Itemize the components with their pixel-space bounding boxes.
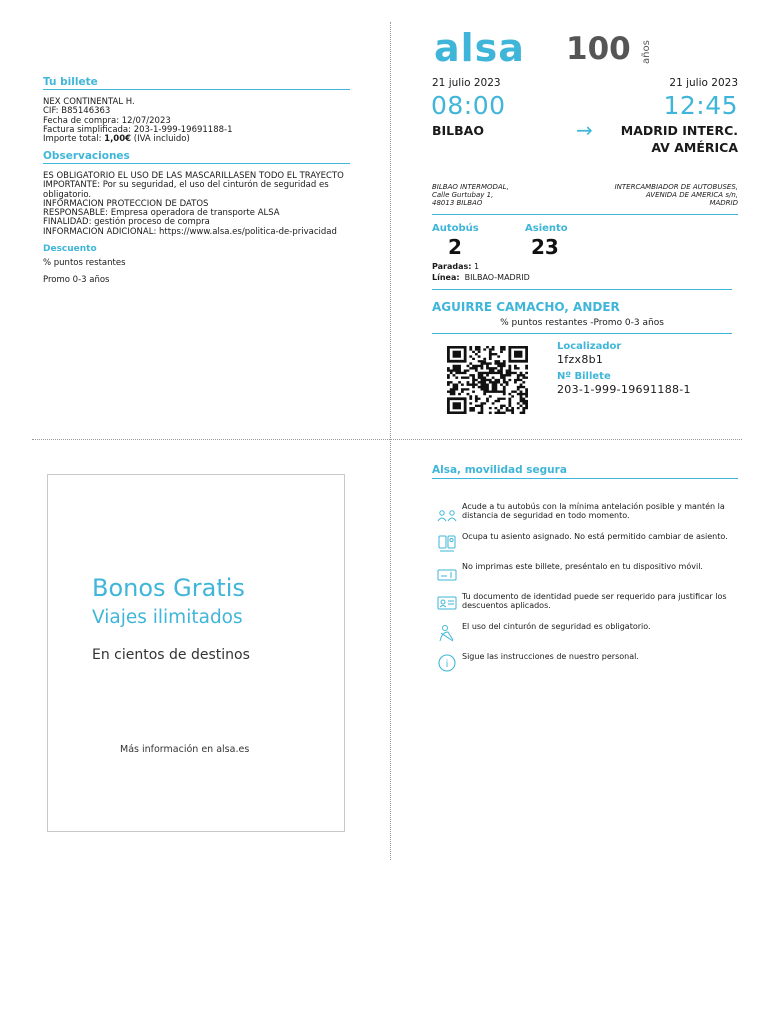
stops-label: Paradas:: [432, 262, 472, 271]
observation-line: ES OBLIGATORIO EL USO DE LAS MASCARILLASEN TODO EL TRAYECTO: [43, 171, 344, 181]
seat-icon: [436, 533, 458, 553]
safety-title: Alsa, movilidad segura: [432, 464, 567, 476]
ticket-info-title: Tu billete: [43, 76, 98, 88]
safety-item-1: Acude a tu autobús con la mínima antelación posible y mantén la distancia de seguridad en todo momento.: [462, 502, 725, 521]
id-card-icon: [436, 594, 458, 612]
info-icon: [436, 653, 458, 673]
arrow-right-icon: →: [576, 118, 593, 142]
origin-time: 08:00: [431, 91, 506, 120]
ticket-total: [43, 135, 363, 144]
observation-line: IMPORTANTE: Por su seguridad, el uso del cinturón de seguridad es: [43, 180, 329, 191]
origin-address-line: 48013 BILBAO: [432, 199, 483, 208]
ticket-info-rule: [43, 89, 350, 90]
ticket-icon: [436, 566, 458, 584]
ticket-info-line: CIF: B85146363: [43, 106, 111, 117]
ticket-total-value: 1,00€: [104, 134, 132, 145]
logo-100: 100: [566, 31, 631, 67]
promo-destinations: En cientos de destinos: [92, 647, 250, 663]
svg-text:i: i: [445, 659, 449, 670]
promo-subtitle: Viajes ilimitados: [92, 607, 243, 628]
observation-line: FINALIDAD: gestión proceso de compra: [43, 217, 210, 228]
seat-label: Asiento: [525, 223, 568, 234]
stops-row: [432, 262, 479, 271]
fold-line-vertical: [390, 22, 391, 860]
observation-line: obligatorio.: [43, 189, 92, 200]
passenger-fare: % puntos restantes -Promo 0-3 años: [500, 318, 664, 328]
trip-rule: [432, 214, 738, 215]
stops-value: 1: [471, 262, 480, 271]
dest-city-line-2: AV AMÉRICA: [651, 140, 738, 155]
safety-item-4: Tu documento de identidad puede ser requerido para justificar los descuentos aplicados.: [462, 592, 727, 611]
dest-city: [621, 122, 738, 156]
passenger-name: AGUIRRE CAMACHO, ANDER: [432, 300, 620, 314]
ticket-info-block: [43, 98, 363, 144]
alsa-logo: alsa: [434, 26, 525, 70]
bus-value: 2: [448, 235, 462, 259]
origin-date: 21 julio 2023: [432, 77, 501, 89]
observations-title: Observaciones: [43, 150, 130, 162]
line-row: [432, 273, 530, 282]
dest-city-line-1: MADRID INTERC.: [620, 123, 738, 138]
ticket-number-value: 203-1-999-19691188-1: [557, 383, 691, 396]
observation-line: INFORMACION ADICIONAL: https://www.alsa.es/politica-de-privacidad: [43, 226, 337, 237]
dest-address-line: AVENIDA DE AMERICA s/n,: [645, 191, 738, 200]
safety-item-6: Sigue las instrucciones de nuestro personal.: [462, 652, 639, 661]
ticket-total-label: Importe total:: [43, 134, 105, 145]
observation-line: RESPONSABLE: Empresa operadora de transporte ALSA: [43, 208, 280, 219]
seat-rule: [432, 289, 732, 290]
ticket-info-line: Factura simplificada: 203-1-999-19691188-1: [43, 124, 233, 135]
safety-item-2: Ocupa tu asiento asignado. No está permitido cambiar de asiento.: [462, 532, 728, 541]
ticket-number-label: Nº Billete: [557, 371, 611, 382]
origin-address-line: Calle Gurtubay 1,: [432, 191, 494, 200]
observations-rule: [43, 163, 350, 164]
dest-address-line: INTERCAMBIADOR DE AUTOBUSES,: [614, 183, 738, 191]
bus-label: Autobús: [432, 223, 479, 234]
origin-city: BILBAO: [432, 123, 484, 138]
origin-address: [432, 183, 509, 208]
promo-title: Bonos Gratis: [92, 574, 245, 602]
seatbelt-icon: [436, 623, 458, 643]
seat-value: 23: [531, 235, 559, 259]
origin-address-line: BILBAO INTERMODAL,: [432, 183, 509, 191]
ticket-info-line: NEX CONTINENTAL H.: [43, 97, 135, 107]
fold-line-horizontal: [32, 439, 742, 440]
people-distance-icon: [436, 506, 458, 524]
ticket-info-line: Fecha de compra: 12/07/2023: [43, 115, 171, 126]
dest-address: [615, 183, 738, 208]
dest-address-line: MADRID: [709, 199, 738, 208]
safety-item-3: No imprimas este billete, preséntalo en tu dispositivo móvil.: [462, 562, 703, 571]
dest-date: 21 julio 2023: [669, 77, 738, 89]
line-value: BILBAO-MADRID: [459, 273, 530, 282]
discount-title: Descuento: [43, 244, 97, 254]
observations-block: [43, 172, 373, 237]
discount-line-1: % puntos restantes: [43, 258, 126, 268]
observation-line: INFORMACION PROTECCION DE DATOS: [43, 198, 209, 209]
dest-time: 12:45: [663, 91, 738, 120]
logo-anos: años: [641, 40, 652, 64]
locator-label: Localizador: [557, 341, 622, 352]
passenger-rule: [432, 333, 732, 334]
qr-code-icon: [447, 346, 528, 414]
line-label: Línea:: [432, 273, 460, 282]
promo-more-info: Más información en alsa.es: [120, 744, 250, 755]
safety-item-5: El uso del cinturón de seguridad es obligatorio.: [462, 622, 651, 631]
discount-line-2: Promo 0-3 años: [43, 275, 110, 285]
safety-rule: [432, 478, 738, 479]
ticket-total-suffix: (IVA incluido): [131, 134, 190, 145]
locator-value: 1fzx8b1: [557, 353, 604, 366]
